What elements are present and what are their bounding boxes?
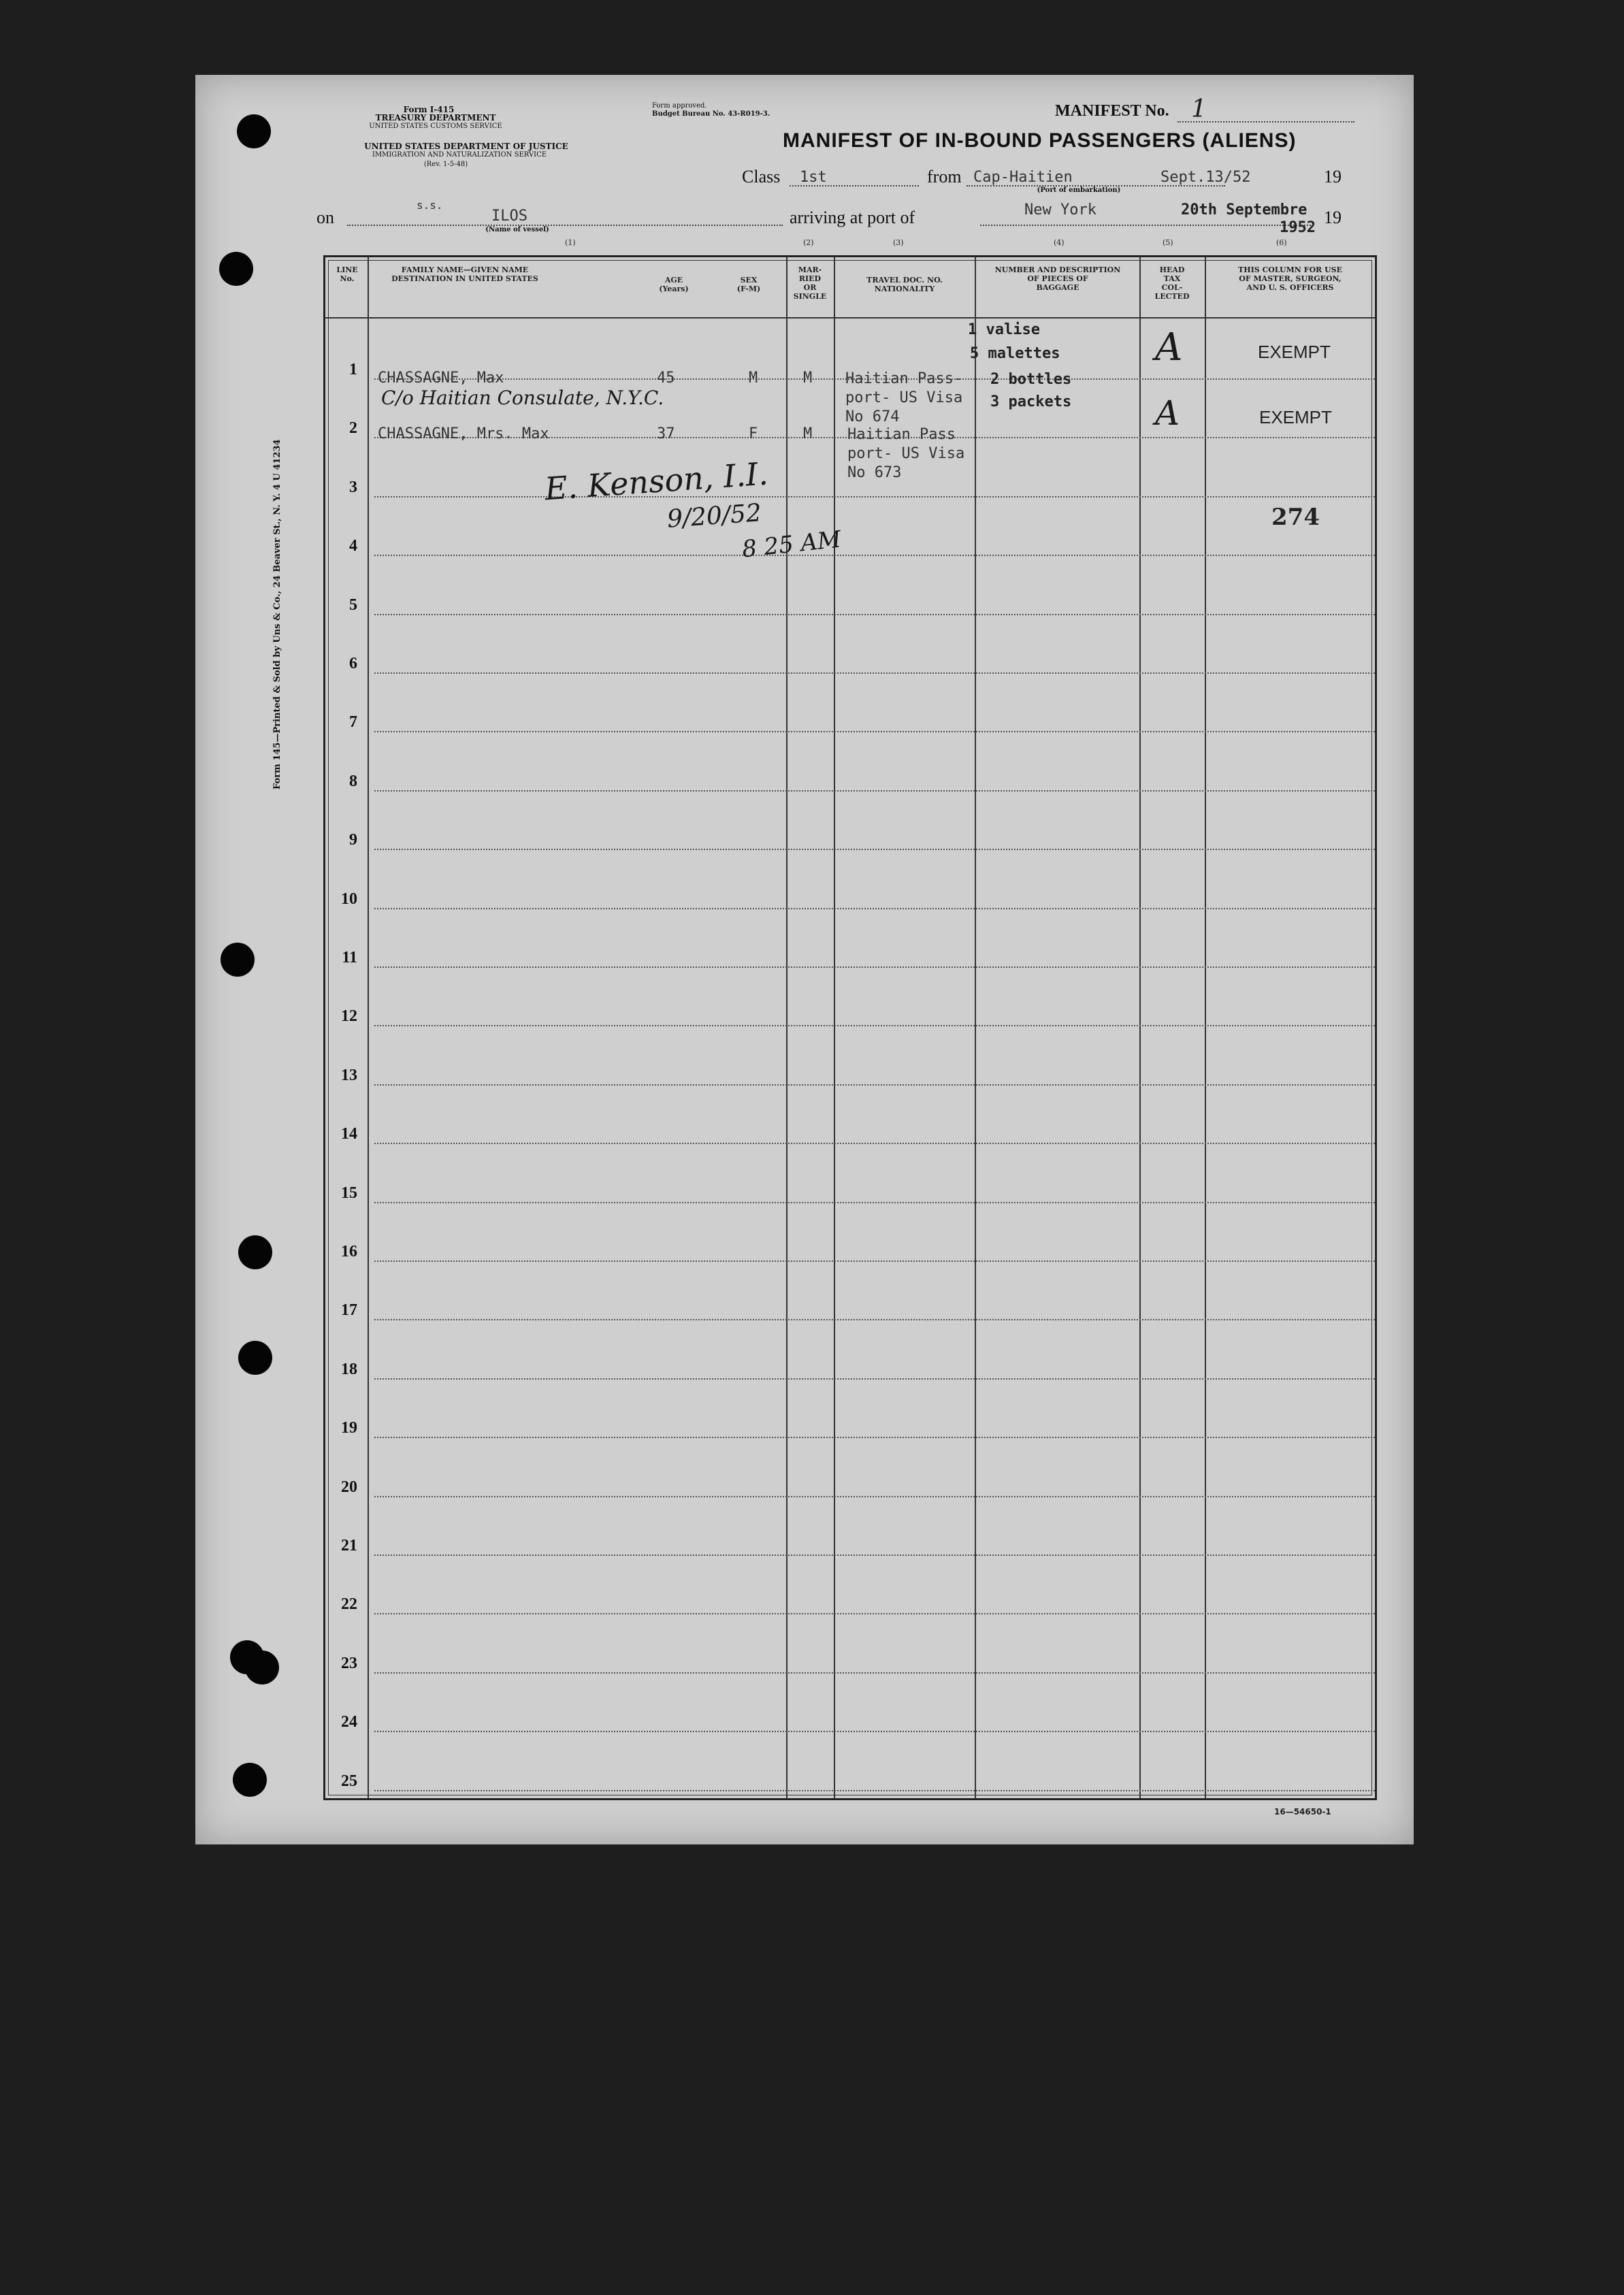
row-dotted-line (374, 1260, 1375, 1262)
line-number: 18 (341, 1361, 357, 1378)
line-number: 11 (342, 949, 357, 966)
line-number: 12 (341, 1007, 357, 1025)
row-dotted-line (374, 1319, 1375, 1320)
row-dotted-line (374, 672, 1375, 674)
line-number: 1 (349, 361, 357, 378)
header-name: FAMILY NAME—GIVEN NAME DESTINATION IN UNITED STATES (391, 265, 538, 283)
line-number: 22 (341, 1595, 357, 1613)
form-footer-code: 16—54650-1 (1274, 1807, 1331, 1817)
column-number-3: (3) (893, 238, 904, 247)
manifest-no-value: 1 (1191, 95, 1207, 123)
customs-service: UNITED STATES CUSTOMS SERVICE (369, 123, 502, 130)
row-dotted-line (374, 731, 1375, 732)
line-number: 13 (341, 1067, 357, 1084)
officer-exempt-1: EXEMPT (1258, 342, 1331, 362)
head-tax-1: A (1155, 325, 1183, 370)
line-number: 6 (349, 655, 357, 672)
binder-hole (237, 114, 271, 148)
column-number-2: (2) (803, 238, 814, 247)
row-dotted-line (374, 966, 1375, 968)
vessel-note: (Name of vessel) (485, 226, 549, 233)
line-number: 25 (341, 1772, 357, 1790)
row-dotted-line (374, 1025, 1375, 1026)
form-number: Form I-415 (403, 105, 455, 114)
passenger-table (323, 255, 1377, 1800)
from-value: Cap-Haitien (973, 169, 1073, 186)
passenger-1-travel-doc: Haitian Pass- port- US Visa No 674 (845, 370, 963, 425)
row-dotted-line (374, 1555, 1375, 1556)
vessel-prefix: s.s. (417, 199, 443, 212)
arrival-port: New York (1024, 201, 1097, 218)
passenger-1-married: M (803, 370, 813, 387)
baggage-3: 2 bottles (990, 371, 1072, 388)
stamp-number: 274 (1271, 504, 1320, 531)
passenger-1-sex: M (749, 370, 758, 387)
row-dotted-line (374, 908, 1375, 909)
header-travel-doc: TRAVEL DOC. NO. NATIONALITY (866, 276, 943, 293)
row-dotted-line (374, 1143, 1375, 1144)
line-number: 17 (341, 1301, 357, 1319)
header-line-no: LINE No. (336, 265, 358, 283)
line-number: 5 (349, 596, 357, 614)
passenger-2-married: M (803, 425, 813, 442)
line-number: 7 (349, 713, 357, 731)
binder-hole (221, 943, 255, 977)
baggage-4: 3 packets (990, 393, 1072, 410)
passenger-1-destination: C/o Haitian Consulate, N.Y.C. (381, 387, 664, 409)
header-head-tax: HEAD TAX COL- LECTED (1154, 265, 1190, 301)
passenger-2-sex: F (749, 425, 758, 442)
inspector-signature: E. Kenson, I.I. (543, 455, 770, 508)
binder-hole (245, 1650, 279, 1684)
line-number: 16 (341, 1243, 357, 1260)
line-number: 19 (341, 1419, 357, 1437)
on-label: on (316, 208, 334, 227)
row-dotted-line (374, 849, 1375, 850)
head-tax-2: A (1155, 393, 1180, 433)
passenger-2-name: CHASSAGNE, Mrs. Max (378, 425, 549, 442)
column-number-1: (1) (565, 238, 576, 247)
header-age: AGE (Years) (659, 276, 689, 293)
line-number: 3 (349, 478, 357, 496)
row-dotted-line (374, 1378, 1375, 1380)
row-dotted-line (374, 1202, 1375, 1203)
header-sex: SEX (F-M) (736, 276, 761, 293)
passenger-2-age: 37 (657, 425, 675, 442)
line-number: 24 (341, 1713, 357, 1731)
row-dotted-line (374, 1672, 1375, 1674)
row-dotted-line (374, 614, 1375, 615)
row-dotted-line (374, 1084, 1375, 1086)
line-number: 4 (349, 537, 357, 555)
treasury-dept: TREASURY DEPARTMENT (375, 113, 496, 123)
ins: IMMIGRATION AND NATURALIZATION SERVICE (372, 151, 547, 159)
row-dotted-line (374, 1437, 1375, 1438)
form-approved: Form approved. (652, 102, 707, 110)
binder-hole (219, 252, 253, 286)
header-officers: THIS COLUMN FOR USE OF MASTER, SURGEON, AND U. S. OFFICERS (1238, 265, 1342, 292)
year-prefix-1: 19 (1324, 167, 1342, 186)
binder-hole (233, 1763, 267, 1797)
header-baggage: NUMBER AND DESCRIPTION OF PIECES OF BAGGAGE (994, 265, 1121, 292)
arriving-label: arriving at port of (790, 208, 915, 227)
page-title: MANIFEST OF IN-BOUND PASSENGERS (ALIENS) (783, 129, 1297, 152)
header-married: MAR- RIED OR SINGLE (793, 265, 827, 301)
class-label: Class (742, 167, 781, 186)
passenger-1-name: CHASSAGNE, Max (378, 370, 504, 387)
year-prefix-2: 19 (1324, 208, 1342, 227)
manifest-no-label: MANIFEST No. (1055, 102, 1169, 120)
line-number: 2 (349, 419, 357, 437)
officer-exempt-2: EXEMPT (1259, 407, 1332, 427)
class-value: 1st (800, 169, 827, 186)
inspection-date: 9/20/52 (666, 499, 763, 534)
baggage-1: 1 valise (968, 321, 1040, 338)
column-number-4: (4) (1054, 238, 1065, 247)
doj: UNITED STATES DEPARTMENT OF JUSTICE (364, 142, 568, 151)
line-number: 21 (341, 1537, 357, 1555)
column-number-6: (6) (1276, 238, 1287, 247)
row-dotted-line (374, 790, 1375, 792)
budget-bureau: Budget Bureau No. 43-R019-3. (652, 110, 770, 118)
revision: (Rev. 1-5-48) (423, 161, 468, 168)
passenger-2-travel-doc: Haitian Pass port- US Visa No 673 (847, 426, 965, 481)
line-number: 9 (349, 831, 357, 849)
baggage-2: 5 malettes (970, 345, 1060, 362)
from-label: from (927, 167, 962, 186)
column-number-5: (5) (1163, 238, 1173, 247)
binder-hole (238, 1235, 272, 1269)
port-embark-note: (Port of embarkation) (1037, 186, 1121, 194)
line-number: 8 (349, 772, 357, 790)
sail-date: Sept.13/52 (1160, 169, 1251, 186)
row-dotted-line (374, 1496, 1375, 1497)
row-dotted-line (374, 1790, 1375, 1791)
printer-imprint: Form 145—Printed & Sold by Uns & Co., 24 Beaver St., N. Y. 4 U 41234 (272, 439, 282, 790)
row-dotted-line (374, 1613, 1375, 1614)
line-number: 20 (341, 1478, 357, 1496)
line-number: 23 (341, 1655, 357, 1672)
binder-hole (238, 1341, 272, 1375)
inspection-time: 8 25 AM (741, 525, 843, 564)
row-dotted-line (374, 496, 1375, 498)
row-dotted-line (374, 555, 1375, 556)
arrival-year: 1952 (1280, 219, 1316, 236)
passenger-1-age: 45 (657, 370, 675, 387)
line-number: 14 (341, 1125, 357, 1143)
line-number: 15 (341, 1184, 357, 1202)
row-dotted-line (374, 1731, 1375, 1732)
arrival-date: 20th Septembre (1181, 201, 1308, 218)
line-number: 10 (341, 890, 357, 908)
vessel-name: ILOS (491, 208, 527, 225)
